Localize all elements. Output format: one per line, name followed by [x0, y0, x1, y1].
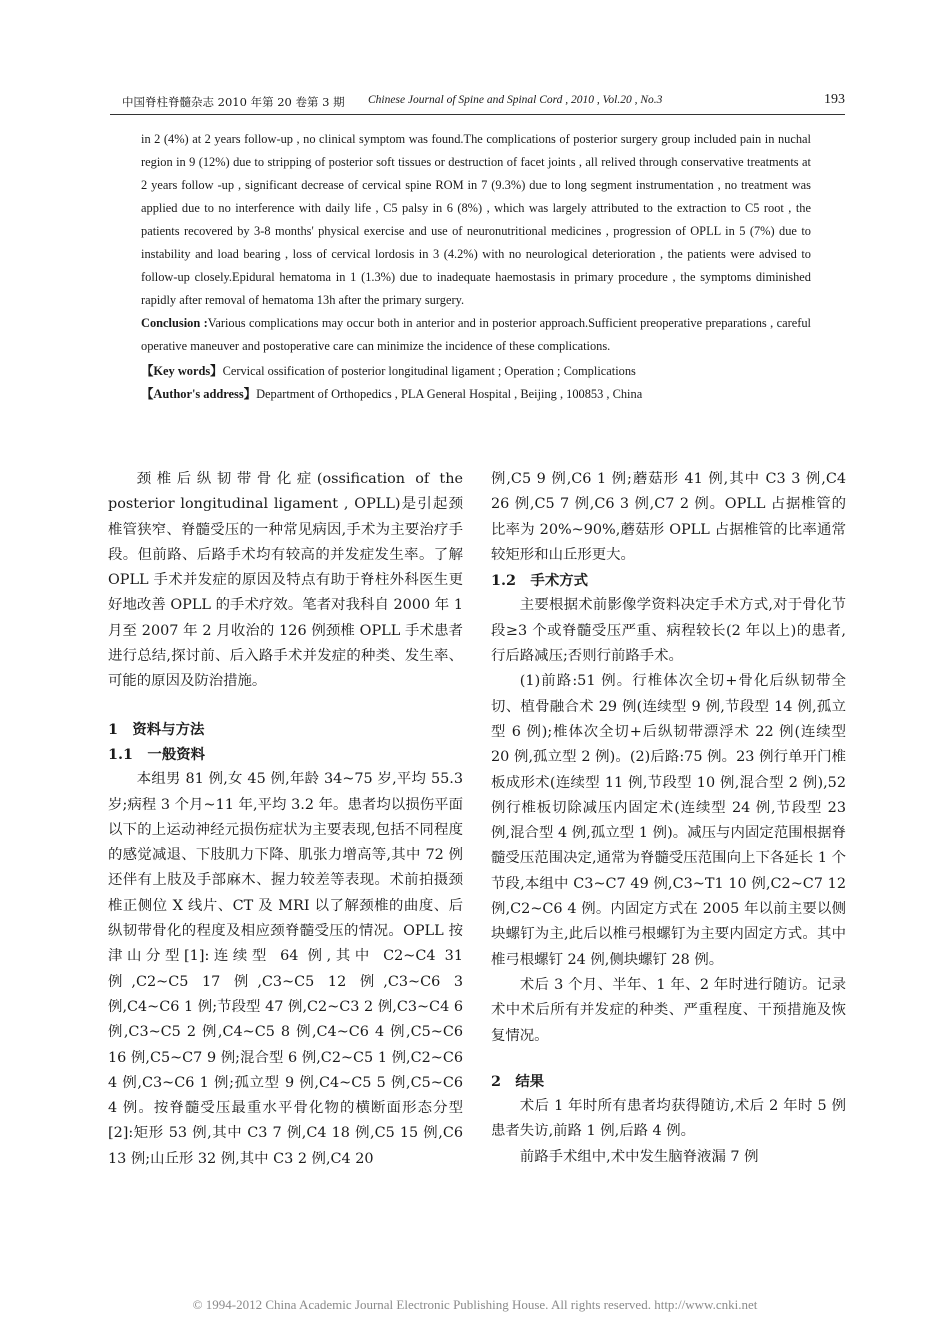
address-text: Department of Orthopedics , PLA General Hospital , Beijing , 100853 , China [256, 387, 643, 401]
section-2-paragraph-1: 术后 1 年时所有患者均获得随访,术后 2 年时 5 例患者失访,前路 1 例,后路 4 例。 [491, 1098, 846, 1140]
header-rule [110, 114, 845, 115]
section-2-paragraph-2: 前路手术组中,术中发生脑脊液漏 7 例 [519, 1148, 759, 1165]
section-1-2-paragraph-1: 主要根据术前影像学资料决定手术方式,对于骨化节段≥3 个或脊髓受压严重、病程较长(2 年以上)的患者,行后路减压;否则行前路手术。 [491, 597, 846, 665]
abstract-body: in 2 (4%) at 2 years follow-up , no clinical symptom was found.The complications of posterior surgery group included pain in nuchal region in 9 (12%) due to stripping of posterior soft tissues or destruction of facet joints , all relived through conservative treatments at 2 years follow -up , significant decrease of cervical spine ROM in 7 (9.3%) due to long segment instrumentation , no treatment was applied due to no interference with daily life , C5 palsy in 6 (8%) , which was largely attributed to the extraction to C5 root , the patients recovered by 3-8 months' physical exercise and use of neuronutritional medicines , progression of OPLL in 5 (7%) due to instability and load bearing , loss of cervical lordosis in 3 (4.2%) with no neurological deterioration , the patients were advised to follow-up closely.Epidural hematoma in 1 (1.3%) due to inadequate haemostasis in primary procedure , the symptoms diminished rapidly after removal of hematoma 13h after the primary surgery. [141, 132, 811, 307]
english-abstract [141, 128, 811, 406]
section-2-heading: 2 结果 [491, 1072, 545, 1090]
keywords-label: 【Key words】 [141, 364, 223, 378]
conclusion-label: Conclusion : [141, 316, 208, 330]
keywords [141, 360, 811, 383]
section-1-2-heading: 1.2 手术方式 [491, 572, 588, 590]
author-address [141, 383, 811, 406]
section-1-2-paragraph-2: (1)前路:51 例。行椎体次全切+骨化后纵韧带全切、植骨融合术 29 例(连续型 9 例,节段型 14 例,孤立型 6 例);椎体次全切+后纵韧带漂浮术 22 例(连续型 20 例,孤立型 2 例)。(2)后路:75 例。23 例行单开门椎板成形术(连续型 11 例,节段型 10 例,混合型 2 例),52 例行椎板切除减压内固定术(连续型 24 例,节段型 23 例,混合型 4 例,孤立型 1 例)。减压与内固定范围根据脊髓受压范围决定,通常为脊髓受压范围向上下各延长 1 个节段,本组中 C3~C7 49 例,C3~T1 10 例,C2~C7 12 例,C2~C6 4 例。内固定方式在 2005 年以前主要以侧块螺钉为主,此后以椎弓根螺钉为主要内固定方式。其中椎弓根螺钉 24 例,侧块螺钉 28 例。 [491, 673, 846, 968]
introduction-paragraph: 颈椎后纵韧带骨化症(ossification of the posterior longitudinal ligament , OPLL)是引起颈椎管狭窄、脊髓受压的一种常见病因,手术为主要治疗手段。但前路、后路手术均有较高的并发症发生率。了解 OPLL 手术并发症的原因及特点有助于脊柱外科医生更好地改善 OPLL 的手术疗效。笔者对我科自 2000 年 1 月至 2007 年 2 月收治的 126 例颈椎 OPLL 手术患者进行总结,探讨前、后入路手术并发症的种类、发生率、可能的原因及防治措施。 [108, 471, 463, 690]
keywords-text: Cervical ossification of posterior longitudinal ligament ; Operation ; Complications [222, 364, 636, 378]
journal-title-chinese: 中国脊柱脊髓杂志 2010 年第 20 卷第 3 期 [122, 95, 345, 109]
section-1-1-heading: 1.1 一般资料 [108, 745, 205, 763]
running-header [110, 90, 845, 114]
copyright-footer: © 1994-2012 China Academic Journal Electronic Publishing House. All rights reserved. http://www.cnki.net [192, 1297, 758, 1312]
section-1-2-paragraph-3: 术后 3 个月、半年、1 年、2 年时进行随访。记录术中术后所有并发症的种类、严重程度、干预措施及恢复情况。 [491, 976, 846, 1044]
right-column [491, 467, 846, 1170]
page-number: 193 [824, 92, 845, 107]
journal-title-english: Chinese Journal of Spine and Spinal Cord , 2010 , Vol.20 , No.3 [368, 94, 663, 106]
section-1-1-paragraph: 本组男 81 例,女 45 例,年龄 34~75 岁,平均 55.3 岁;病程 3 个月~11 年,平均 3.2 年。患者均以损伤平面以下的上运动神经元损伤症状为主要表现,包括不同程度的感觉减退、下肢肌力下降、肌张力增高等,其中 72 例还伴有上肢及手部麻木、握力较差等表现。术前拍摄颈椎正侧位 X 线片、CT 及 MRI 以了解颈椎的曲度、后纵韧带骨化的程度及相应颈脊髓受压的情况。OPLL 按津山分型[1]:连续型 64 例,其中 C2~C4 31 例,C2~C5 17 例,C3~C5 12 例,C3~C6 3 例,C4~C6 1 例;节段型 47 例,C2~C3 2 例,C3~C4 6 例,C3~C5 2 例,C4~C5 8 例,C4~C6 4 例,C5~C6 16 例,C5~C7 9 例;混合型 6 例,C2~C5 1 例,C2~C6 4 例,C3~C6 1 例;孤立型 9 例,C4~C5 5 例,C5~C6 4 例。按脊髓受压最重水平骨化物的横断面形态分型[2]:矩形 53 例,其中 C3 7 例,C4 18 例,C5 15 例,C6 13 例;山丘形 32 例,其中 C3 2 例,C4 20 [108, 771, 463, 1167]
left-column [108, 467, 463, 1172]
conclusion-text: Various complications may occur both in anterior and in posterior approach.Sufficient preoperative preparations , careful operative maneuver and postoperative care can minimize the incidence of these complications. [141, 316, 811, 353]
address-label: 【Author's address】 [141, 387, 257, 401]
abstract-conclusion [141, 312, 811, 358]
continued-paragraph: 例,C5 9 例,C6 1 例;蘑菇形 41 例,其中 C3 3 例,C4 26 例,C5 7 例,C6 3 例,C7 2 例。OPLL 占据椎管的比率为 20%~90%,蘑菇形 OPLL 占据椎管的比率通常较矩形和山丘形更大。 [491, 471, 846, 563]
section-1-heading: 1 资料与方法 [108, 720, 205, 738]
